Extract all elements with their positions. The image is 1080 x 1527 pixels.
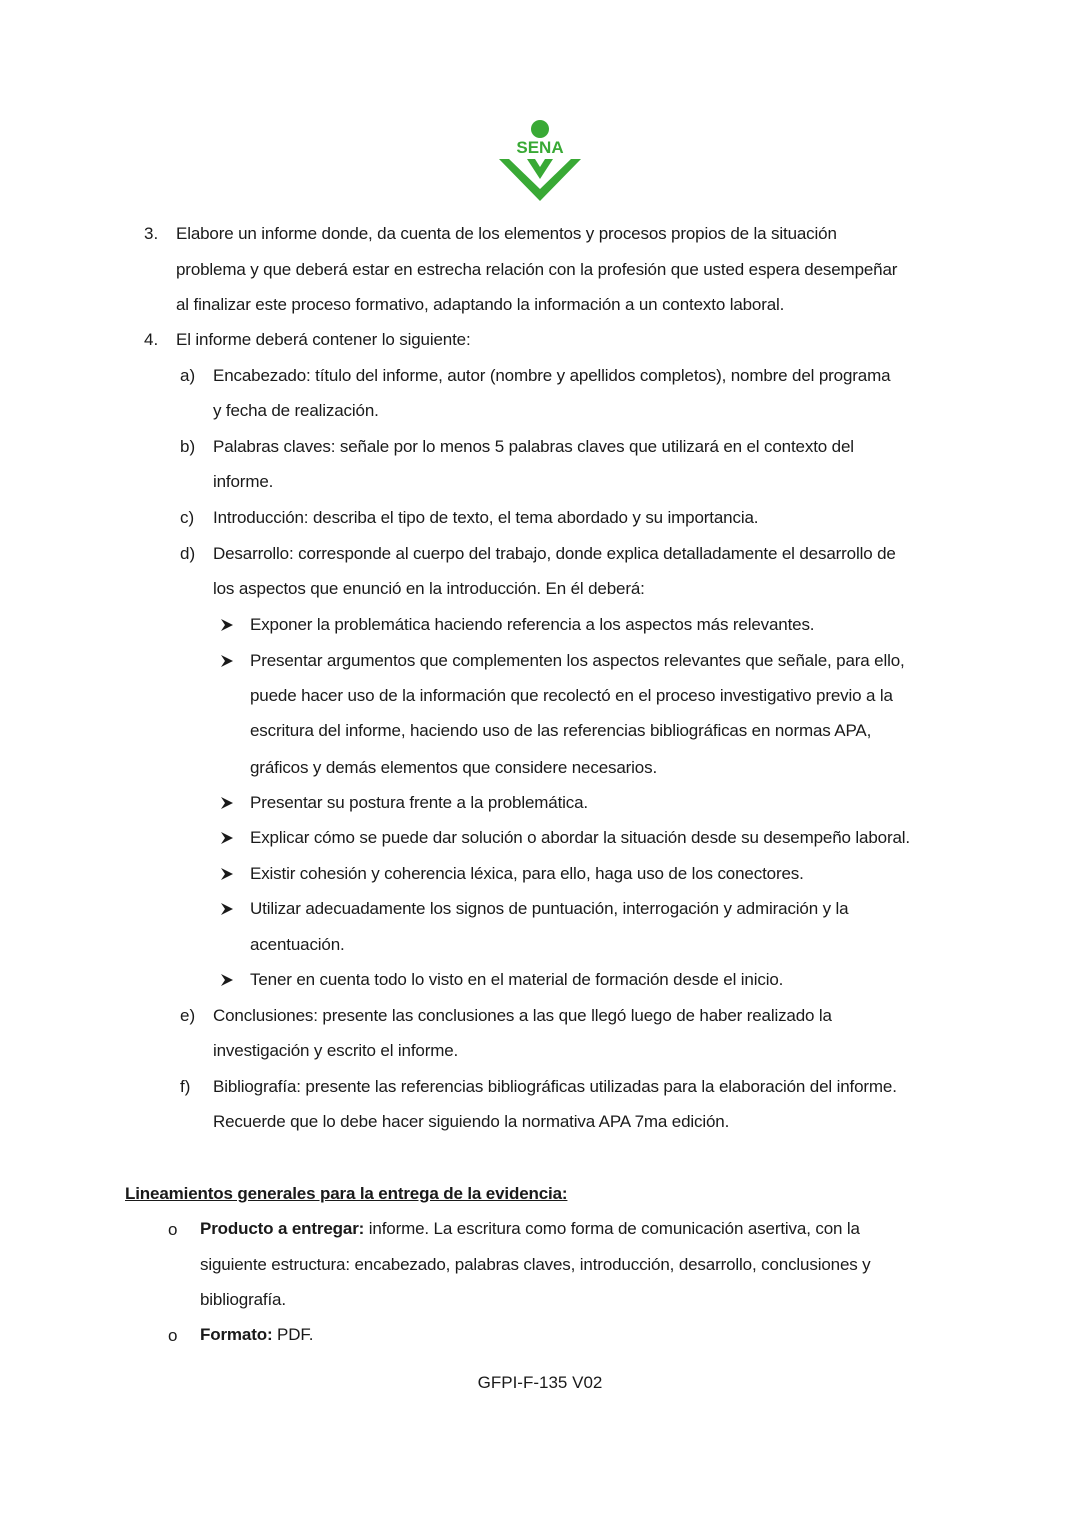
- sena-logo: [497, 119, 583, 201]
- bullet-line: Existir cohesión y coherencia léxica, para ello, haga uso de los conectores.: [250, 864, 804, 883]
- bullet-line: Tener en cuenta todo lo visto en el material de formación desde el inicio.: [250, 970, 784, 989]
- bullet-line: Presentar argumentos que complementen los aspectos relevantes que señale, para ello,: [250, 651, 905, 670]
- item4-line: El informe deberá contener lo siguiente:: [176, 330, 471, 349]
- bullet-line: Presentar su postura frente a la problemática.: [250, 793, 589, 812]
- bullet-line: Utilizar adecuadamente los signos de puntuación, interrogación y admiración y la: [250, 899, 849, 918]
- item3-line: al finalizar este proceso formativo, adaptando la información a un contexto laboral.: [176, 295, 785, 314]
- item-e-line: investigación y escrito el informe.: [213, 1041, 459, 1060]
- arrow-bullet-icon: [220, 614, 234, 636]
- list-marker-a: a): [180, 366, 196, 385]
- item-f-line: Bibliografía: presente las referencias bibliográficas utilizadas para la elaboración del informe.: [213, 1077, 897, 1096]
- format-label: Formato:: [200, 1325, 273, 1344]
- list-marker-b: b): [180, 437, 196, 456]
- item-d-line: Desarrollo: corresponde al cuerpo del trabajo, donde explica detalladamente el desarrollo de: [213, 544, 896, 563]
- guidelines-heading: Lineamientos generales para la entrega de la evidencia:: [125, 1184, 568, 1203]
- circle-bullet: o: [168, 1326, 178, 1345]
- list-marker-d: d): [180, 544, 196, 563]
- arrow-bullet-icon: [220, 792, 234, 814]
- arrow-bullet-icon: [220, 863, 234, 885]
- item-b-line: informe.: [213, 472, 274, 491]
- arrow-bullet-icon: [220, 650, 234, 672]
- item3-line: problema y que deberá estar en estrecha relación con la profesión que usted espera desempeñar: [176, 260, 898, 279]
- item-c-line: Introducción: describa el tipo de texto, el tema abordado y su importancia.: [213, 508, 759, 527]
- arrow-bullet-icon: [220, 969, 234, 991]
- list-marker-4: 4.: [144, 330, 159, 349]
- item-d-line: los aspectos que enunció en la introducción. En él deberá:: [213, 579, 645, 598]
- item-e-line: Conclusiones: presente las conclusiones a las que llegó luego de haber realizado la: [213, 1006, 832, 1025]
- list-marker-3: 3.: [144, 224, 159, 243]
- footer-code: GFPI-F-135 V02: [477, 1373, 603, 1392]
- arrow-bullet-icon: [220, 898, 234, 920]
- bullet-line: Explicar cómo se puede dar solución o abordar la situación desde su desempeño laboral.: [250, 828, 910, 847]
- circle-bullet: o: [168, 1220, 178, 1239]
- list-marker-c: c): [180, 508, 195, 527]
- item3-line: Elabore un informe donde, da cuenta de los elementos y procesos propios de la situación: [176, 224, 837, 243]
- product-label: Producto a entregar:: [200, 1219, 365, 1238]
- svg-text:SENA: SENA: [516, 138, 564, 157]
- item-b-line: Palabras claves: señale por lo menos 5 palabras claves que utilizará en el contexto del: [213, 437, 854, 456]
- item-f-line: Recuerde que lo debe hacer siguiendo la normativa APA 7ma edición.: [213, 1112, 730, 1131]
- list-marker-f: f): [180, 1077, 191, 1096]
- bullet-line: gráficos y demás elementos que considere necesarios.: [250, 758, 658, 777]
- bullet-line: acentuación.: [250, 935, 345, 954]
- item-a-line: Encabezado: título del informe, autor (nombre y apellidos completos), nombre del programa: [213, 366, 891, 385]
- bullet-line: Exponer la problemática haciendo referencia a los aspectos más relevantes.: [250, 615, 815, 634]
- item-a-line: y fecha de realización.: [213, 401, 379, 420]
- product-line: bibliografía.: [200, 1290, 286, 1309]
- format-value: PDF.: [272, 1325, 314, 1344]
- arrow-bullet-icon: [220, 827, 234, 849]
- format-line: [200, 1324, 313, 1346]
- bullet-line: puede hacer uso de la información que recolectó en el proceso investigativo previo a la: [250, 686, 893, 705]
- list-marker-e: e): [180, 1006, 196, 1025]
- product-line: siguiente estructura: encabezado, palabras claves, introducción, desarrollo, conclusiones y: [200, 1255, 871, 1274]
- product-text: informe. La escritura como forma de comunicación asertiva, con la: [364, 1219, 860, 1238]
- bullet-line: escritura del informe, haciendo uso de las referencias bibliográficas en normas APA,: [250, 721, 872, 740]
- product-line: [200, 1218, 860, 1240]
